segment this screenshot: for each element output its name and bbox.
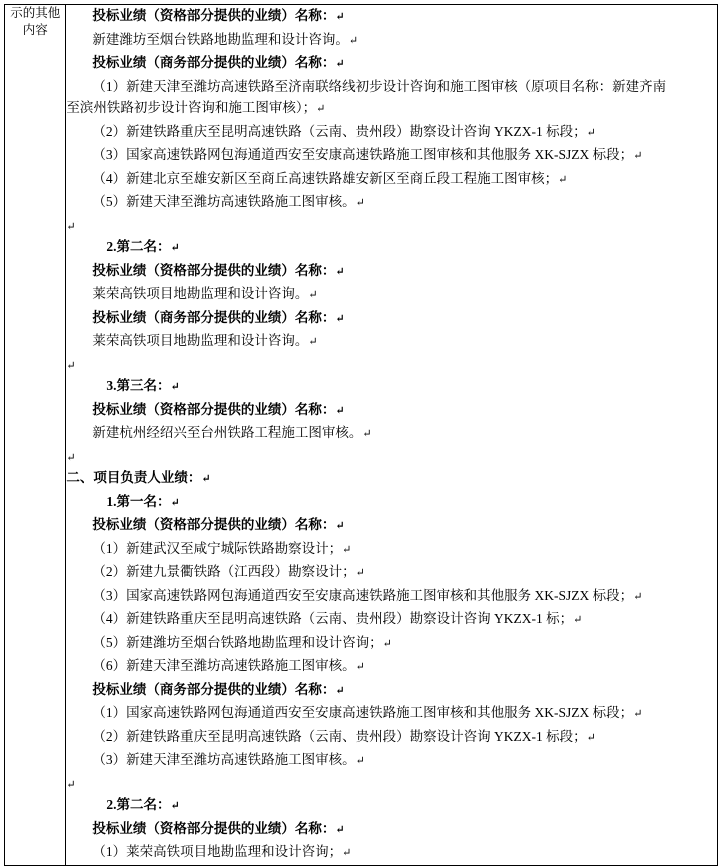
content-line-text: 投标业绩（资格部分提供的业绩）名称： [92, 401, 336, 417]
paragraph-mark-icon: ↵ [558, 173, 568, 186]
paragraph-mark-icon: ↵ [66, 359, 76, 372]
paragraph-mark-icon: ↵ [335, 684, 345, 697]
content-line [66, 679, 717, 703]
content-line-text: 投标业绩（资格部分提供的业绩）名称： [92, 820, 336, 836]
paragraph-mark-icon: ↵ [586, 126, 596, 139]
content-line-text: （1）新建天津至潍坊高速铁路至济南联络线初步设计咨询和施工图审核（原项目名称：新建齐南 [92, 78, 667, 94]
paragraph-mark-icon: ↵ [382, 637, 392, 650]
paragraph-mark-icon: ↵ [170, 381, 180, 393]
table-row [5, 5, 718, 866]
content-line [66, 399, 717, 423]
content-line-text: （5）新建天津至潍坊高速铁路施工图审核。 [92, 194, 356, 209]
content-line-text: （4）新建铁路重庆至昆明高速铁路（云南、贵州段）勘察设计咨询 YKZX-1 标； [92, 611, 574, 626]
content-line [66, 632, 717, 656]
content-line-text: （2）新建铁路重庆至昆明高速铁路（云南、贵州段）勘察设计咨询 YKZX-1 标段； [92, 728, 587, 744]
content-line [66, 726, 717, 750]
paragraph-mark-icon: ↵ [633, 150, 643, 162]
content-line-text: 新建杭州经绍兴至台州铁路工程施工图审核。 [92, 425, 363, 440]
paragraph-mark-icon: ↵ [355, 755, 365, 767]
content-line-text: 2.第二名： [106, 239, 171, 254]
paragraph-mark-icon: ↵ [316, 103, 326, 115]
paragraph-mark-icon: ↵ [170, 242, 180, 254]
content-line [66, 841, 717, 865]
paragraph-mark-icon: ↵ [355, 567, 365, 579]
content-line [66, 76, 717, 98]
left-label-line-2: 内容 [22, 23, 48, 37]
content-line [66, 375, 717, 399]
content-line [66, 818, 717, 842]
content-line [66, 307, 717, 331]
content-line [66, 773, 717, 795]
content-line [66, 144, 717, 168]
content-line [66, 330, 717, 354]
paragraph-mark-icon: ↵ [308, 336, 318, 348]
content-line [66, 538, 717, 562]
content-line-text: （2）新建九景衢铁路（江西段）勘察设计； [92, 564, 356, 579]
content-line-text: 二、项目负责人业绩： [66, 470, 202, 485]
paragraph-mark-icon: ↵ [633, 590, 643, 603]
paragraph-mark-icon: ↵ [66, 451, 76, 464]
content-line [66, 354, 717, 376]
paragraph-mark-icon: ↵ [66, 220, 76, 233]
paragraph-mark-icon: ↵ [342, 847, 352, 859]
content-line [66, 283, 717, 307]
content-line-text: 至滨州铁路初步设计咨询和施工图审核）； [66, 100, 317, 115]
paragraph-mark-icon: ↵ [335, 312, 345, 325]
content-line-text: （3）国家高速铁路网包海通道西安至安康高速铁路施工图审核和其他服务 XK-SJZX 标段； [92, 587, 634, 603]
content-line-text: 投标业绩（资格部分提供的业绩）名称： [92, 262, 336, 278]
content-line-text: 新建潍坊至烟台铁路地勘监理和设计咨询。 [92, 31, 349, 47]
content-line [66, 168, 717, 192]
content-line-text: 2.第二名： [106, 797, 171, 812]
content-line [66, 215, 717, 237]
paragraph-mark-icon: ↵ [308, 289, 318, 301]
content-line-text: （1）莱荣高铁项目地勘监理和设计咨询； [92, 844, 343, 859]
content-line [66, 236, 717, 260]
content-line-text: （4）新建北京至雄安新区至商丘高速铁路雄安新区至商丘段工程施工图审核； [92, 170, 559, 186]
document-table [4, 4, 718, 866]
content-line-text: （5）新建潍坊至烟台铁路地勘监理和设计咨询； [92, 634, 383, 650]
paragraph-mark-icon: ↵ [335, 823, 345, 836]
content-line [66, 191, 717, 215]
left-label-line-1: 示的其他 [10, 6, 61, 20]
paragraph-mark-icon: ↵ [335, 265, 345, 278]
content-line [66, 52, 717, 76]
content-line [66, 491, 717, 515]
content-column-cell [66, 5, 718, 866]
content-line-text: （6）新建天津至潍坊高速铁路施工图审核。 [92, 658, 356, 673]
paragraph-mark-icon: ↵ [170, 496, 180, 509]
content-line-text: （2）新建铁路重庆至昆明高速铁路（云南、贵州段）勘察设计咨询 YKZX-1 标段； [92, 123, 587, 139]
content-line-text: （1）国家高速铁路网包海通道西安至安康高速铁路施工图审核和其他服务 XK-SJZX 标段； [92, 705, 634, 720]
content-line [66, 749, 717, 773]
content-body [66, 5, 717, 865]
content-line [66, 446, 717, 468]
left-column-cell [5, 5, 66, 866]
content-line-text: 3.第三名： [106, 378, 171, 393]
paragraph-mark-icon: ↵ [586, 731, 596, 744]
content-line [66, 585, 717, 609]
paragraph-mark-icon: ↵ [335, 11, 345, 23]
document-page [0, 4, 724, 859]
content-line-text: （3）国家高速铁路网包海通道西安至安康高速铁路施工图审核和其他服务 XK-SJZX 标段； [92, 147, 634, 162]
content-line [66, 467, 717, 491]
content-line-text: （3）新建天津至潍坊高速铁路施工图审核。 [92, 752, 356, 767]
content-line [66, 608, 717, 632]
paragraph-mark-icon: ↵ [348, 34, 359, 47]
content-line [66, 561, 717, 585]
content-line [66, 794, 717, 818]
content-line-text: 莱荣高铁项目地勘监理和设计咨询。 [92, 333, 309, 348]
content-line-text: 投标业绩（资格部分提供的业绩）名称： [92, 517, 336, 532]
paragraph-mark-icon: ↵ [633, 708, 643, 720]
content-line-text: 投标业绩（商务部分提供的业绩）名称： [92, 309, 336, 325]
paragraph-mark-icon: ↵ [201, 473, 211, 485]
paragraph-mark-icon: ↵ [342, 543, 352, 556]
paragraph-mark-icon: ↵ [362, 428, 372, 440]
paragraph-mark-icon: ↵ [66, 778, 76, 791]
content-line [66, 121, 717, 145]
paragraph-mark-icon: ↵ [573, 614, 583, 626]
content-line-text: 投标业绩（资格部分提供的业绩）名称： [92, 8, 336, 23]
paragraph-mark-icon: ↵ [170, 800, 180, 812]
content-line [66, 97, 717, 121]
content-line-text: 莱荣高铁项目地勘监理和设计咨询。 [92, 286, 309, 301]
paragraph-mark-icon: ↵ [335, 404, 345, 417]
content-line-text: （1）新建武汉至咸宁城际铁路勘察设计； [92, 540, 343, 556]
content-line [66, 422, 717, 446]
content-line [66, 5, 717, 29]
content-line [66, 29, 717, 53]
content-line-text: 投标业绩（商务部分提供的业绩）名称： [92, 55, 336, 70]
paragraph-mark-icon: ↵ [335, 58, 345, 70]
content-line [66, 260, 717, 284]
content-line [66, 514, 717, 538]
paragraph-mark-icon: ↵ [355, 197, 365, 209]
content-line [66, 655, 717, 679]
content-line [66, 702, 717, 726]
content-line-text: 1.第一名： [106, 493, 171, 509]
paragraph-mark-icon: ↵ [335, 520, 345, 532]
paragraph-mark-icon: ↵ [355, 661, 365, 673]
content-line-text: 投标业绩（商务部分提供的业绩）名称： [92, 681, 336, 697]
